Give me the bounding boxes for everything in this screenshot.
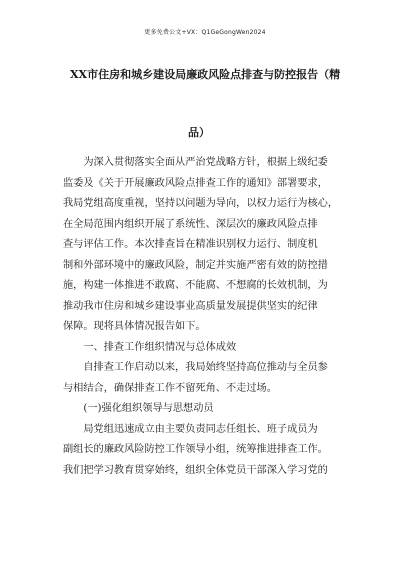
body-line: 我们把学习教育贯穿始终，组织全体党员干部深入学习党的 bbox=[63, 464, 328, 476]
body-line: 保障。现将具体情况报告如下。 bbox=[63, 321, 206, 332]
body-line: 查与评估工作。本次排查旨在精准识别权力运行、制度机 bbox=[63, 239, 318, 250]
section-heading: 一、排查工作组织情况与总体成效 bbox=[63, 341, 237, 353]
subsection-heading: (一)强化组织领导与思想动员 bbox=[63, 403, 214, 414]
document-title-line-1: XX市住房和城乡建设局廉政风险点排查与防控报告（精 bbox=[70, 68, 341, 81]
body-line: 我局党组高度重视，坚持以问题为导向，以权力运行为核心， bbox=[63, 198, 339, 209]
body-line: 与相结合，确保排查工作不留死角、不走过场。 bbox=[63, 382, 277, 394]
body-line: 自排查工作启动以来，我局始终坚持高位推动与全员参 bbox=[63, 362, 328, 373]
body-line: 局党组迅速成立由主要负责同志任组长、班子成员为 bbox=[63, 423, 318, 435]
body-paragraphs bbox=[63, 153, 363, 481]
body-line: 推动我市住房和城乡建设事业高质量发展提供坚实的纪律 bbox=[63, 300, 318, 312]
header-note: 更多免费公文+VX：Q1GeGongWen2024 bbox=[144, 29, 266, 36]
body-line: 制和外部环境中的廉政风险，制定并实施严密有效的防控措 bbox=[63, 259, 328, 271]
body-line: 为深入贯彻落实全面从严治党战略方针，根据上级纪委 bbox=[63, 157, 328, 168]
body-line: 监委及《关于开展廉政风险点排查工作的通知》部署要求， bbox=[63, 177, 328, 189]
body-line: 在全局范围内组织开展了系统性、深层次的廉政风险点排 bbox=[63, 218, 318, 230]
body-line: 施，构建一体推进不敢腐、不能腐、不想腐的长效机制，为 bbox=[63, 280, 328, 291]
body-line: 副组长的廉政风险防控工作领导小组，统筹推进排查工作。 bbox=[63, 444, 328, 455]
document-title-line-2: 品） bbox=[188, 126, 210, 139]
